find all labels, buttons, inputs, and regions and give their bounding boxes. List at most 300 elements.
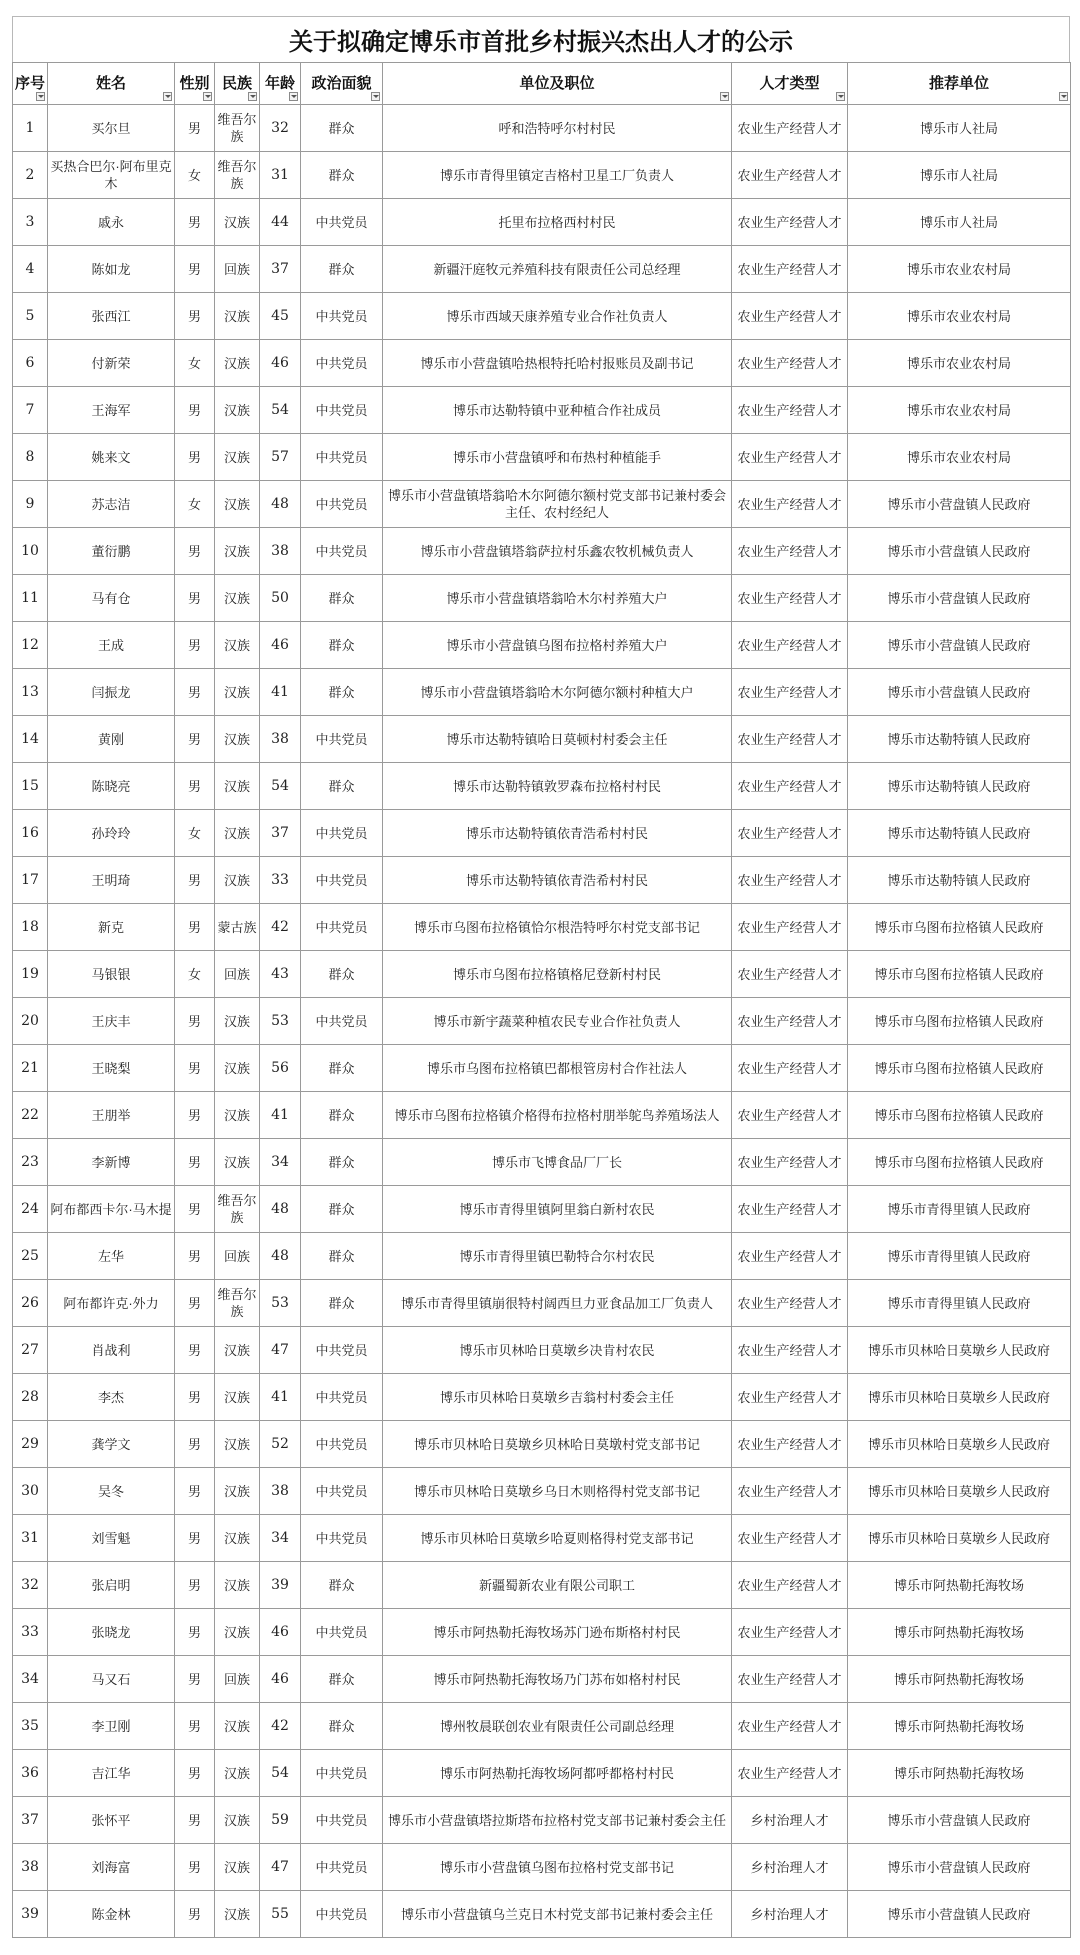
cell-age[interactable]: 54 bbox=[260, 1750, 301, 1797]
cell-position[interactable]: 博乐市阿热勒托海牧场乃门苏布如格村村民 bbox=[383, 1656, 732, 1703]
cell-no[interactable]: 10 bbox=[13, 528, 48, 575]
cell-type[interactable]: 乡村治理人才 bbox=[732, 1797, 848, 1844]
cell-no[interactable]: 24 bbox=[13, 1186, 48, 1233]
cell-no[interactable]: 7 bbox=[13, 387, 48, 434]
cell-type[interactable]: 农业生产经营人才 bbox=[732, 669, 848, 716]
cell-political[interactable]: 群众 bbox=[301, 246, 383, 293]
cell-no[interactable]: 18 bbox=[13, 904, 48, 951]
cell-political[interactable]: 中共党员 bbox=[301, 199, 383, 246]
cell-unit[interactable]: 博乐市农业农村局 bbox=[848, 434, 1071, 481]
cell-unit[interactable]: 博乐市乌图布拉格镇人民政府 bbox=[848, 1045, 1071, 1092]
cell-ethnic[interactable]: 汉族 bbox=[215, 1609, 260, 1656]
cell-ethnic[interactable]: 汉族 bbox=[215, 1374, 260, 1421]
filter-dropdown-icon[interactable] bbox=[720, 92, 729, 101]
cell-gender[interactable]: 男 bbox=[175, 1703, 215, 1750]
cell-type[interactable]: 农业生产经营人才 bbox=[732, 1750, 848, 1797]
cell-gender[interactable]: 男 bbox=[175, 1515, 215, 1562]
cell-name[interactable]: 王庆丰 bbox=[48, 998, 175, 1045]
cell-type[interactable]: 农业生产经营人才 bbox=[732, 1515, 848, 1562]
cell-gender[interactable]: 男 bbox=[175, 1468, 215, 1515]
cell-ethnic[interactable]: 汉族 bbox=[215, 340, 260, 387]
cell-no[interactable]: 4 bbox=[13, 246, 48, 293]
cell-position[interactable]: 新疆蜀新农业有限公司职工 bbox=[383, 1562, 732, 1609]
cell-political[interactable]: 群众 bbox=[301, 1186, 383, 1233]
cell-political[interactable]: 中共党员 bbox=[301, 1515, 383, 1562]
cell-unit[interactable]: 博乐市乌图布拉格镇人民政府 bbox=[848, 904, 1071, 951]
cell-position[interactable]: 博乐市贝林哈日莫墩乡吉翁村村委会主任 bbox=[383, 1374, 732, 1421]
cell-age[interactable]: 50 bbox=[260, 575, 301, 622]
cell-type[interactable]: 农业生产经营人才 bbox=[732, 1045, 848, 1092]
cell-position[interactable]: 博乐市乌图布拉格镇介格得布拉格村朋举鸵鸟养殖场法人 bbox=[383, 1092, 732, 1139]
cell-political[interactable]: 中共党员 bbox=[301, 481, 383, 528]
cell-unit[interactable]: 博乐市乌图布拉格镇人民政府 bbox=[848, 1092, 1071, 1139]
cell-age[interactable]: 33 bbox=[260, 857, 301, 904]
cell-name[interactable]: 新克 bbox=[48, 904, 175, 951]
cell-ethnic[interactable]: 维吾尔族 bbox=[215, 1280, 260, 1327]
cell-no[interactable]: 22 bbox=[13, 1092, 48, 1139]
cell-position[interactable]: 博乐市飞博食品厂厂长 bbox=[383, 1139, 732, 1186]
cell-type[interactable]: 乡村治理人才 bbox=[732, 1844, 848, 1891]
cell-name[interactable]: 付新荣 bbox=[48, 340, 175, 387]
cell-no[interactable]: 26 bbox=[13, 1280, 48, 1327]
cell-age[interactable]: 55 bbox=[260, 1891, 301, 1938]
cell-gender[interactable]: 女 bbox=[175, 810, 215, 857]
cell-position[interactable]: 博乐市青得里镇定吉格村卫星工厂负责人 bbox=[383, 152, 732, 199]
cell-age[interactable]: 52 bbox=[260, 1421, 301, 1468]
cell-ethnic[interactable]: 回族 bbox=[215, 951, 260, 998]
cell-political[interactable]: 中共党员 bbox=[301, 904, 383, 951]
cell-ethnic[interactable]: 汉族 bbox=[215, 669, 260, 716]
cell-political[interactable]: 中共党员 bbox=[301, 716, 383, 763]
cell-position[interactable]: 博乐市小营盘镇塔翁哈木尔村养殖大户 bbox=[383, 575, 732, 622]
cell-age[interactable]: 47 bbox=[260, 1844, 301, 1891]
cell-no[interactable]: 9 bbox=[13, 481, 48, 528]
cell-political[interactable]: 群众 bbox=[301, 1562, 383, 1609]
cell-position[interactable]: 博乐市达勒特镇哈日莫顿村村委会主任 bbox=[383, 716, 732, 763]
cell-ethnic[interactable]: 汉族 bbox=[215, 1797, 260, 1844]
cell-political[interactable]: 中共党员 bbox=[301, 1374, 383, 1421]
cell-type[interactable]: 农业生产经营人才 bbox=[732, 1703, 848, 1750]
header-cell-age[interactable] bbox=[260, 63, 301, 105]
cell-type[interactable]: 农业生产经营人才 bbox=[732, 998, 848, 1045]
header-cell-political[interactable] bbox=[301, 63, 383, 105]
cell-no[interactable]: 12 bbox=[13, 622, 48, 669]
cell-name[interactable]: 王成 bbox=[48, 622, 175, 669]
cell-no[interactable]: 14 bbox=[13, 716, 48, 763]
cell-name[interactable]: 买尔旦 bbox=[48, 105, 175, 152]
cell-name[interactable]: 马又石 bbox=[48, 1656, 175, 1703]
cell-name[interactable]: 王朋举 bbox=[48, 1092, 175, 1139]
cell-political[interactable]: 中共党员 bbox=[301, 810, 383, 857]
cell-age[interactable]: 59 bbox=[260, 1797, 301, 1844]
cell-position[interactable]: 博乐市贝林哈日莫墩乡乌日木则格得村党支部书记 bbox=[383, 1468, 732, 1515]
filter-dropdown-icon[interactable] bbox=[289, 92, 298, 101]
header-cell-position[interactable] bbox=[383, 63, 732, 105]
cell-age[interactable]: 43 bbox=[260, 951, 301, 998]
cell-gender[interactable]: 男 bbox=[175, 1844, 215, 1891]
cell-political[interactable]: 群众 bbox=[301, 1092, 383, 1139]
cell-no[interactable]: 3 bbox=[13, 199, 48, 246]
cell-name[interactable]: 张晓龙 bbox=[48, 1609, 175, 1656]
cell-unit[interactable]: 博乐市阿热勒托海牧场 bbox=[848, 1609, 1071, 1656]
header-cell-gender[interactable] bbox=[175, 63, 215, 105]
cell-ethnic[interactable]: 汉族 bbox=[215, 575, 260, 622]
cell-no[interactable]: 30 bbox=[13, 1468, 48, 1515]
cell-no[interactable]: 31 bbox=[13, 1515, 48, 1562]
cell-type[interactable]: 农业生产经营人才 bbox=[732, 1186, 848, 1233]
cell-age[interactable]: 46 bbox=[260, 1609, 301, 1656]
cell-type[interactable]: 农业生产经营人才 bbox=[732, 1468, 848, 1515]
cell-type[interactable]: 农业生产经营人才 bbox=[732, 387, 848, 434]
cell-gender[interactable]: 男 bbox=[175, 763, 215, 810]
cell-gender[interactable]: 男 bbox=[175, 622, 215, 669]
cell-gender[interactable]: 男 bbox=[175, 105, 215, 152]
cell-political[interactable]: 群众 bbox=[301, 951, 383, 998]
cell-gender[interactable]: 男 bbox=[175, 1233, 215, 1280]
cell-ethnic[interactable]: 维吾尔族 bbox=[215, 1186, 260, 1233]
cell-position[interactable]: 博乐市达勒特镇依青浩希村村民 bbox=[383, 857, 732, 904]
cell-ethnic[interactable]: 蒙古族 bbox=[215, 904, 260, 951]
cell-unit[interactable]: 博乐市小营盘镇人民政府 bbox=[848, 481, 1071, 528]
cell-age[interactable]: 47 bbox=[260, 1327, 301, 1374]
cell-political[interactable]: 中共党员 bbox=[301, 293, 383, 340]
cell-age[interactable]: 54 bbox=[260, 387, 301, 434]
cell-age[interactable]: 38 bbox=[260, 716, 301, 763]
cell-type[interactable]: 农业生产经营人才 bbox=[732, 1656, 848, 1703]
cell-age[interactable]: 56 bbox=[260, 1045, 301, 1092]
cell-unit[interactable]: 博乐市农业农村局 bbox=[848, 246, 1071, 293]
cell-ethnic[interactable]: 维吾尔族 bbox=[215, 105, 260, 152]
cell-no[interactable]: 8 bbox=[13, 434, 48, 481]
cell-position[interactable]: 博乐市达勒特镇中亚种植合作社成员 bbox=[383, 387, 732, 434]
filter-dropdown-icon[interactable] bbox=[248, 92, 257, 101]
cell-ethnic[interactable]: 汉族 bbox=[215, 387, 260, 434]
cell-name[interactable]: 张启明 bbox=[48, 1562, 175, 1609]
cell-ethnic[interactable]: 汉族 bbox=[215, 1468, 260, 1515]
cell-type[interactable]: 农业生产经营人才 bbox=[732, 1233, 848, 1280]
cell-ethnic[interactable]: 汉族 bbox=[215, 1327, 260, 1374]
cell-unit[interactable]: 博乐市小营盘镇人民政府 bbox=[848, 1891, 1071, 1938]
cell-political[interactable]: 中共党员 bbox=[301, 340, 383, 387]
cell-position[interactable]: 博乐市阿热勒托海牧场阿都呼都格村村民 bbox=[383, 1750, 732, 1797]
filter-dropdown-icon[interactable] bbox=[36, 92, 45, 101]
cell-type[interactable]: 农业生产经营人才 bbox=[732, 1421, 848, 1468]
cell-type[interactable]: 农业生产经营人才 bbox=[732, 199, 848, 246]
cell-age[interactable]: 57 bbox=[260, 434, 301, 481]
cell-position[interactable]: 博乐市小营盘镇塔翁哈木尔阿德尔额村党支部书记兼村委会主任、农村经纪人 bbox=[383, 481, 732, 528]
cell-no[interactable]: 11 bbox=[13, 575, 48, 622]
header-cell-no[interactable] bbox=[13, 63, 48, 105]
cell-no[interactable]: 1 bbox=[13, 105, 48, 152]
cell-name[interactable]: 苏志洁 bbox=[48, 481, 175, 528]
cell-name[interactable]: 戚永 bbox=[48, 199, 175, 246]
cell-gender[interactable]: 男 bbox=[175, 434, 215, 481]
cell-no[interactable]: 2 bbox=[13, 152, 48, 199]
cell-ethnic[interactable]: 汉族 bbox=[215, 1844, 260, 1891]
cell-position[interactable]: 博乐市青得里镇阿里翁白新村农民 bbox=[383, 1186, 732, 1233]
cell-political[interactable]: 群众 bbox=[301, 1139, 383, 1186]
cell-type[interactable]: 农业生产经营人才 bbox=[732, 340, 848, 387]
cell-gender[interactable]: 女 bbox=[175, 481, 215, 528]
cell-type[interactable]: 农业生产经营人才 bbox=[732, 293, 848, 340]
cell-name[interactable]: 陈如龙 bbox=[48, 246, 175, 293]
cell-name[interactable]: 马有仓 bbox=[48, 575, 175, 622]
cell-ethnic[interactable]: 汉族 bbox=[215, 763, 260, 810]
cell-political[interactable]: 中共党员 bbox=[301, 1844, 383, 1891]
cell-ethnic[interactable]: 汉族 bbox=[215, 1562, 260, 1609]
cell-gender[interactable]: 女 bbox=[175, 951, 215, 998]
cell-political[interactable]: 中共党员 bbox=[301, 998, 383, 1045]
cell-ethnic[interactable]: 汉族 bbox=[215, 199, 260, 246]
cell-gender[interactable]: 男 bbox=[175, 575, 215, 622]
cell-name[interactable]: 吉江华 bbox=[48, 1750, 175, 1797]
cell-no[interactable]: 16 bbox=[13, 810, 48, 857]
cell-unit[interactable]: 博乐市小营盘镇人民政府 bbox=[848, 1797, 1071, 1844]
cell-political[interactable]: 中共党员 bbox=[301, 1609, 383, 1656]
cell-name[interactable]: 张西江 bbox=[48, 293, 175, 340]
cell-name[interactable]: 龚学文 bbox=[48, 1421, 175, 1468]
cell-name[interactable]: 董衍鹏 bbox=[48, 528, 175, 575]
cell-unit[interactable]: 博乐市贝林哈日莫墩乡人民政府 bbox=[848, 1515, 1071, 1562]
cell-political[interactable]: 中共党员 bbox=[301, 1750, 383, 1797]
cell-gender[interactable]: 男 bbox=[175, 1891, 215, 1938]
cell-position[interactable]: 博乐市青得里镇巴勒特合尔村农民 bbox=[383, 1233, 732, 1280]
cell-age[interactable]: 37 bbox=[260, 810, 301, 857]
filter-dropdown-icon[interactable] bbox=[371, 92, 380, 101]
cell-unit[interactable]: 博乐市小营盘镇人民政府 bbox=[848, 1844, 1071, 1891]
cell-unit[interactable]: 博乐市小营盘镇人民政府 bbox=[848, 622, 1071, 669]
cell-name[interactable]: 肖战利 bbox=[48, 1327, 175, 1374]
cell-age[interactable]: 42 bbox=[260, 1703, 301, 1750]
cell-age[interactable]: 53 bbox=[260, 1280, 301, 1327]
cell-political[interactable]: 群众 bbox=[301, 1233, 383, 1280]
cell-no[interactable]: 37 bbox=[13, 1797, 48, 1844]
cell-name[interactable]: 马银银 bbox=[48, 951, 175, 998]
cell-name[interactable]: 姚来文 bbox=[48, 434, 175, 481]
cell-political[interactable]: 中共党员 bbox=[301, 528, 383, 575]
cell-position[interactable]: 博乐市小营盘镇塔翁哈木尔阿德尔额村种植大户 bbox=[383, 669, 732, 716]
cell-no[interactable]: 36 bbox=[13, 1750, 48, 1797]
cell-age[interactable]: 32 bbox=[260, 105, 301, 152]
cell-unit[interactable]: 博乐市阿热勒托海牧场 bbox=[848, 1656, 1071, 1703]
cell-ethnic[interactable]: 汉族 bbox=[215, 998, 260, 1045]
cell-position[interactable]: 托里布拉格西村村民 bbox=[383, 199, 732, 246]
cell-unit[interactable]: 博乐市乌图布拉格镇人民政府 bbox=[848, 951, 1071, 998]
cell-position[interactable]: 博乐市贝林哈日莫墩乡哈夏则格得村党支部书记 bbox=[383, 1515, 732, 1562]
cell-ethnic[interactable]: 汉族 bbox=[215, 1750, 260, 1797]
cell-gender[interactable]: 男 bbox=[175, 1045, 215, 1092]
cell-name[interactable]: 刘海富 bbox=[48, 1844, 175, 1891]
cell-no[interactable]: 32 bbox=[13, 1562, 48, 1609]
cell-unit[interactable]: 博乐市阿热勒托海牧场 bbox=[848, 1562, 1071, 1609]
header-cell-ethnic[interactable] bbox=[215, 63, 260, 105]
cell-position[interactable]: 博乐市达勒特镇依青浩希村村民 bbox=[383, 810, 732, 857]
cell-ethnic[interactable]: 汉族 bbox=[215, 293, 260, 340]
cell-age[interactable]: 46 bbox=[260, 340, 301, 387]
cell-unit[interactable]: 博乐市青得里镇人民政府 bbox=[848, 1233, 1071, 1280]
filter-dropdown-icon[interactable] bbox=[203, 92, 212, 101]
cell-unit[interactable]: 博乐市人社局 bbox=[848, 105, 1071, 152]
cell-age[interactable]: 44 bbox=[260, 199, 301, 246]
cell-position[interactable]: 博乐市乌图布拉格镇格尼登新村村民 bbox=[383, 951, 732, 998]
cell-no[interactable]: 23 bbox=[13, 1139, 48, 1186]
cell-type[interactable]: 农业生产经营人才 bbox=[732, 1374, 848, 1421]
cell-ethnic[interactable]: 回族 bbox=[215, 1233, 260, 1280]
cell-ethnic[interactable]: 汉族 bbox=[215, 857, 260, 904]
cell-no[interactable]: 21 bbox=[13, 1045, 48, 1092]
cell-name[interactable]: 刘雪魁 bbox=[48, 1515, 175, 1562]
cell-position[interactable]: 博乐市小营盘镇乌图布拉格村党支部书记 bbox=[383, 1844, 732, 1891]
cell-name[interactable]: 李新博 bbox=[48, 1139, 175, 1186]
cell-ethnic[interactable]: 汉族 bbox=[215, 622, 260, 669]
cell-type[interactable]: 农业生产经营人才 bbox=[732, 904, 848, 951]
cell-no[interactable]: 35 bbox=[13, 1703, 48, 1750]
cell-name[interactable]: 李卫刚 bbox=[48, 1703, 175, 1750]
cell-unit[interactable]: 博乐市小营盘镇人民政府 bbox=[848, 575, 1071, 622]
cell-position[interactable]: 博乐市青得里镇崩很特村阔西旦力亚食品加工厂负责人 bbox=[383, 1280, 732, 1327]
cell-name[interactable]: 王海军 bbox=[48, 387, 175, 434]
cell-unit[interactable]: 博乐市贝林哈日莫墩乡人民政府 bbox=[848, 1468, 1071, 1515]
cell-unit[interactable]: 博乐市人社局 bbox=[848, 199, 1071, 246]
cell-unit[interactable]: 博乐市农业农村局 bbox=[848, 293, 1071, 340]
cell-name[interactable]: 闫振龙 bbox=[48, 669, 175, 716]
cell-position[interactable]: 博乐市乌图布拉格镇巴都根管房村合作社法人 bbox=[383, 1045, 732, 1092]
cell-unit[interactable]: 博乐市农业农村局 bbox=[848, 340, 1071, 387]
cell-ethnic[interactable]: 汉族 bbox=[215, 1139, 260, 1186]
cell-gender[interactable]: 男 bbox=[175, 387, 215, 434]
cell-unit[interactable]: 博乐市贝林哈日莫墩乡人民政府 bbox=[848, 1327, 1071, 1374]
cell-no[interactable]: 13 bbox=[13, 669, 48, 716]
cell-political[interactable]: 群众 bbox=[301, 669, 383, 716]
cell-age[interactable]: 48 bbox=[260, 1186, 301, 1233]
cell-age[interactable]: 46 bbox=[260, 1656, 301, 1703]
cell-age[interactable]: 39 bbox=[260, 1562, 301, 1609]
cell-name[interactable]: 张怀平 bbox=[48, 1797, 175, 1844]
cell-position[interactable]: 博乐市贝林哈日莫墩乡决肯村农民 bbox=[383, 1327, 732, 1374]
cell-gender[interactable]: 男 bbox=[175, 669, 215, 716]
cell-unit[interactable]: 博乐市达勒特镇人民政府 bbox=[848, 810, 1071, 857]
cell-age[interactable]: 41 bbox=[260, 1374, 301, 1421]
cell-gender[interactable]: 男 bbox=[175, 1421, 215, 1468]
cell-type[interactable]: 农业生产经营人才 bbox=[732, 622, 848, 669]
cell-gender[interactable]: 女 bbox=[175, 152, 215, 199]
cell-gender[interactable]: 男 bbox=[175, 998, 215, 1045]
cell-unit[interactable]: 博乐市乌图布拉格镇人民政府 bbox=[848, 1139, 1071, 1186]
cell-unit[interactable]: 博乐市达勒特镇人民政府 bbox=[848, 763, 1071, 810]
cell-type[interactable]: 农业生产经营人才 bbox=[732, 105, 848, 152]
cell-age[interactable]: 54 bbox=[260, 763, 301, 810]
cell-gender[interactable]: 男 bbox=[175, 1139, 215, 1186]
cell-unit[interactable]: 博乐市达勒特镇人民政府 bbox=[848, 716, 1071, 763]
cell-ethnic[interactable]: 汉族 bbox=[215, 716, 260, 763]
cell-type[interactable]: 农业生产经营人才 bbox=[732, 1609, 848, 1656]
cell-type[interactable]: 农业生产经营人才 bbox=[732, 763, 848, 810]
cell-ethnic[interactable]: 汉族 bbox=[215, 1703, 260, 1750]
cell-position[interactable]: 博乐市小营盘镇塔拉斯塔布拉格村党支部书记兼村委会主任 bbox=[383, 1797, 732, 1844]
cell-political[interactable]: 中共党员 bbox=[301, 1421, 383, 1468]
cell-age[interactable]: 48 bbox=[260, 481, 301, 528]
cell-gender[interactable]: 男 bbox=[175, 1186, 215, 1233]
cell-political[interactable]: 群众 bbox=[301, 1280, 383, 1327]
cell-no[interactable]: 27 bbox=[13, 1327, 48, 1374]
cell-gender[interactable]: 男 bbox=[175, 716, 215, 763]
cell-no[interactable]: 28 bbox=[13, 1374, 48, 1421]
cell-ethnic[interactable]: 回族 bbox=[215, 246, 260, 293]
cell-ethnic[interactable]: 汉族 bbox=[215, 1515, 260, 1562]
cell-political[interactable]: 中共党员 bbox=[301, 1797, 383, 1844]
cell-ethnic[interactable]: 回族 bbox=[215, 1656, 260, 1703]
cell-gender[interactable]: 男 bbox=[175, 246, 215, 293]
cell-type[interactable]: 农业生产经营人才 bbox=[732, 528, 848, 575]
cell-unit[interactable]: 博乐市阿热勒托海牧场 bbox=[848, 1750, 1071, 1797]
cell-no[interactable]: 38 bbox=[13, 1844, 48, 1891]
cell-political[interactable]: 群众 bbox=[301, 1703, 383, 1750]
cell-unit[interactable]: 博乐市小营盘镇人民政府 bbox=[848, 669, 1071, 716]
cell-political[interactable]: 中共党员 bbox=[301, 1327, 383, 1374]
cell-type[interactable]: 农业生产经营人才 bbox=[732, 810, 848, 857]
cell-political[interactable]: 群众 bbox=[301, 622, 383, 669]
cell-age[interactable]: 38 bbox=[260, 528, 301, 575]
cell-political[interactable]: 群众 bbox=[301, 575, 383, 622]
cell-ethnic[interactable]: 汉族 bbox=[215, 1891, 260, 1938]
cell-gender[interactable]: 男 bbox=[175, 1280, 215, 1327]
cell-no[interactable]: 20 bbox=[13, 998, 48, 1045]
cell-gender[interactable]: 男 bbox=[175, 904, 215, 951]
cell-position[interactable]: 博乐市贝林哈日莫墩乡贝林哈日莫墩村党支部书记 bbox=[383, 1421, 732, 1468]
cell-political[interactable]: 中共党员 bbox=[301, 387, 383, 434]
cell-unit[interactable]: 博乐市小营盘镇人民政府 bbox=[848, 528, 1071, 575]
cell-ethnic[interactable]: 汉族 bbox=[215, 434, 260, 481]
cell-gender[interactable]: 男 bbox=[175, 857, 215, 904]
cell-name[interactable]: 黄刚 bbox=[48, 716, 175, 763]
cell-political[interactable]: 中共党员 bbox=[301, 857, 383, 904]
cell-position[interactable]: 博乐市乌图布拉格镇恰尔根浩特呼尔村党支部书记 bbox=[383, 904, 732, 951]
cell-age[interactable]: 48 bbox=[260, 1233, 301, 1280]
cell-no[interactable]: 6 bbox=[13, 340, 48, 387]
cell-position[interactable]: 新疆汗庭牧元养殖科技有限责任公司总经理 bbox=[383, 246, 732, 293]
cell-name[interactable]: 吴冬 bbox=[48, 1468, 175, 1515]
cell-age[interactable]: 41 bbox=[260, 669, 301, 716]
cell-name[interactable]: 阿布都西卡尔·马木提 bbox=[48, 1186, 175, 1233]
cell-gender[interactable]: 男 bbox=[175, 199, 215, 246]
cell-name[interactable]: 王明琦 bbox=[48, 857, 175, 904]
cell-type[interactable]: 农业生产经营人才 bbox=[732, 575, 848, 622]
cell-age[interactable]: 38 bbox=[260, 1468, 301, 1515]
cell-type[interactable]: 农业生产经营人才 bbox=[732, 1092, 848, 1139]
cell-age[interactable]: 34 bbox=[260, 1515, 301, 1562]
cell-name[interactable]: 王晓梨 bbox=[48, 1045, 175, 1092]
cell-type[interactable]: 农业生产经营人才 bbox=[732, 1139, 848, 1186]
header-cell-type[interactable] bbox=[732, 63, 848, 105]
cell-no[interactable]: 39 bbox=[13, 1891, 48, 1938]
cell-name[interactable]: 阿布都许克·外力 bbox=[48, 1280, 175, 1327]
cell-type[interactable]: 农业生产经营人才 bbox=[732, 1327, 848, 1374]
cell-unit[interactable]: 博乐市青得里镇人民政府 bbox=[848, 1186, 1071, 1233]
cell-type[interactable]: 农业生产经营人才 bbox=[732, 951, 848, 998]
cell-no[interactable]: 5 bbox=[13, 293, 48, 340]
cell-type[interactable]: 农业生产经营人才 bbox=[732, 1562, 848, 1609]
cell-age[interactable]: 46 bbox=[260, 622, 301, 669]
cell-age[interactable]: 34 bbox=[260, 1139, 301, 1186]
cell-political[interactable]: 群众 bbox=[301, 152, 383, 199]
header-cell-unit[interactable] bbox=[848, 63, 1071, 105]
cell-ethnic[interactable]: 汉族 bbox=[215, 528, 260, 575]
cell-gender[interactable]: 男 bbox=[175, 1327, 215, 1374]
cell-age[interactable]: 31 bbox=[260, 152, 301, 199]
cell-political[interactable]: 群众 bbox=[301, 763, 383, 810]
cell-type[interactable]: 农业生产经营人才 bbox=[732, 246, 848, 293]
cell-name[interactable]: 买热合巴尔·阿布里克木 bbox=[48, 152, 175, 199]
